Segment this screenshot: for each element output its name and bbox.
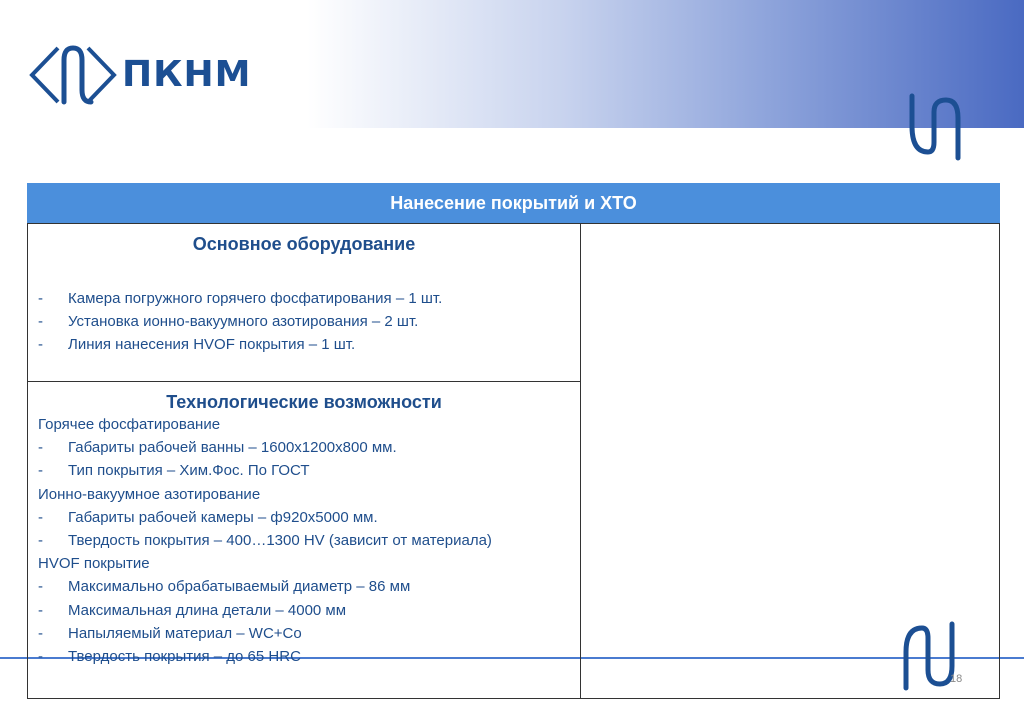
group-title: Ионно-вакуумное азотирование — [38, 485, 261, 503]
capabilities-heading: Технологические возможности — [166, 392, 442, 412]
group-title: Горячее фосфатирование — [38, 416, 221, 433]
list-item: - Максимальная длина детали – 4000 мм — [38, 601, 347, 619]
empty-cell — [580, 223, 1000, 699]
capabilities-list — [28, 413, 580, 668]
equipment-cell — [27, 223, 581, 382]
list-item: - Максимально обрабатываемый диаметр – 86 мм — [38, 578, 411, 596]
table-title: Нанесение покрытий и ХТО — [27, 183, 1000, 223]
brand-mark-icon — [900, 92, 970, 162]
list-item: - Твердость покрытия – 400…1300 HV (зависит от материала) — [38, 532, 492, 550]
equipment-heading: Основное оборудование — [192, 234, 416, 254]
coatings-table — [27, 183, 1000, 699]
capabilities-cell — [27, 381, 581, 699]
list-item: - Твердость покрытия – до 65 HRC — [38, 648, 301, 666]
equipment-list — [28, 287, 580, 357]
page-number: 18 — [950, 673, 963, 685]
list-item: - Установка ионно-вакуумного азотирования – 2 шт. — [38, 313, 419, 331]
list-item: - Напыляемый материал – WC+Co — [38, 624, 302, 642]
company-logo-icon — [28, 38, 118, 112]
list-item: - Габариты рабочей камеры – ф920х5000 мм. — [38, 508, 378, 526]
group-title: HVOF покрытие — [38, 555, 150, 573]
brand-name: ПКНМ — [122, 54, 252, 95]
list-item: - Тип покрытия – Хим.Фос. По ГОСТ — [38, 462, 310, 480]
list-item: - Линия нанесения HVOF покрытия – 1 шт. — [38, 336, 356, 354]
list-item: - Камера погружного горячего фосфатирования – 1 шт. — [38, 290, 443, 307]
list-item: - Габариты рабочей ванны – 1600х1200х800 мм. — [38, 439, 397, 457]
